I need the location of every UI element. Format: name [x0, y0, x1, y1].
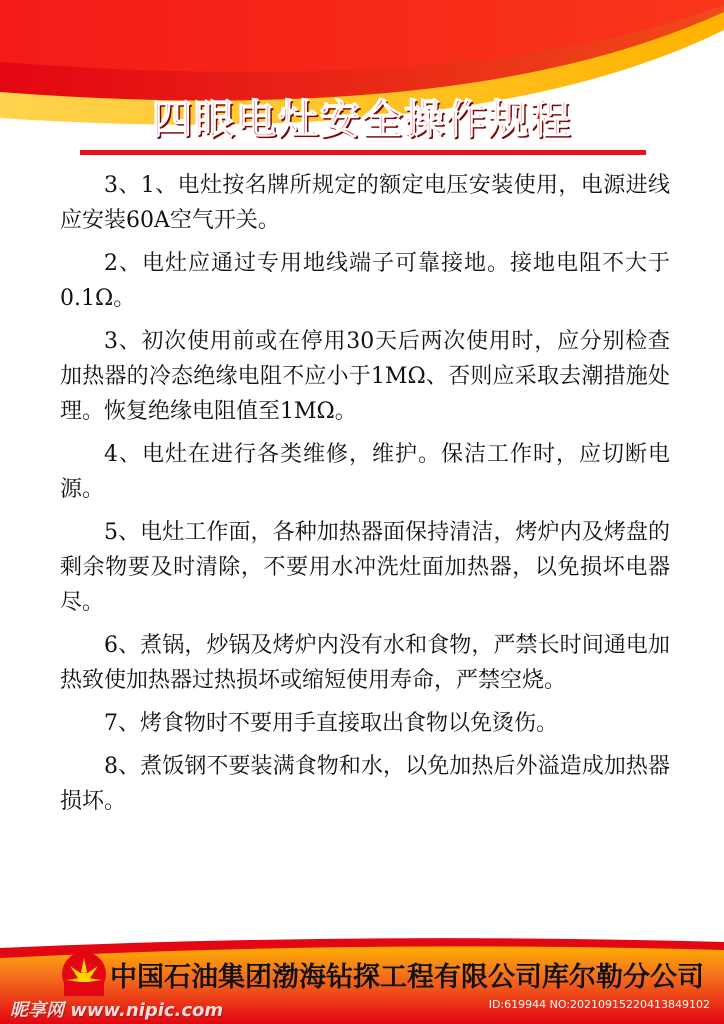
title-underline — [80, 150, 646, 155]
regulation-item-5: 5、电灶工作面，各种加热器面保持清洁，烤炉内及烤盘的剩余物要及时清除，不要用水冲洗灶面加热器，以免损坏电器尽。 — [60, 520, 670, 615]
page-title: 四眼电灶安全操作规程 — [152, 97, 572, 143]
regulation-item-3: 3、初次使用前或在停用30天后两次使用时，应分别检查加热器的冷态绝缘电阻不应小于1MΩ、否则应采取去潮措施处理。恢复绝缘电阻值至1MΩ。 — [60, 329, 670, 424]
regulation-item-2: 2、电灶应通过专用地线端子可靠接地。接地电阻不大于0.1Ω。 — [60, 251, 670, 311]
watermark-id: ID:619944 NO:20210915220413849102 — [488, 998, 710, 1011]
regulation-body — [60, 168, 670, 827]
regulation-item-6: 6、煮锅，炒锅及烤炉内没有水和食物，严禁长时间通电加热致使加热器过热损坏或缩短使用寿命，严禁空烧。 — [60, 633, 670, 693]
regulation-item-4: 4、电灶在进行各类维修，维护。保洁工作时，应切断电源。 — [60, 442, 670, 502]
petrochina-logo-icon — [60, 950, 108, 998]
footer-organization: 中国石油集团渤海钻探工程有限公司库尔勒分公司 — [110, 962, 704, 993]
regulation-item-1: 3、1、电灶按名牌所规定的额定电压安装使用，电源进线应安装60A空气开关。 — [60, 173, 670, 233]
regulation-item-7: 7、烤食物时不要用手直接取出食物以免烫伤。 — [104, 711, 558, 736]
watermark-site: 昵享网 www.nipic.com — [10, 1000, 224, 1021]
regulation-item-8: 8、煮饭钢不要装满食物和水，以免加热后外溢造成加热器损坏。 — [60, 754, 670, 814]
